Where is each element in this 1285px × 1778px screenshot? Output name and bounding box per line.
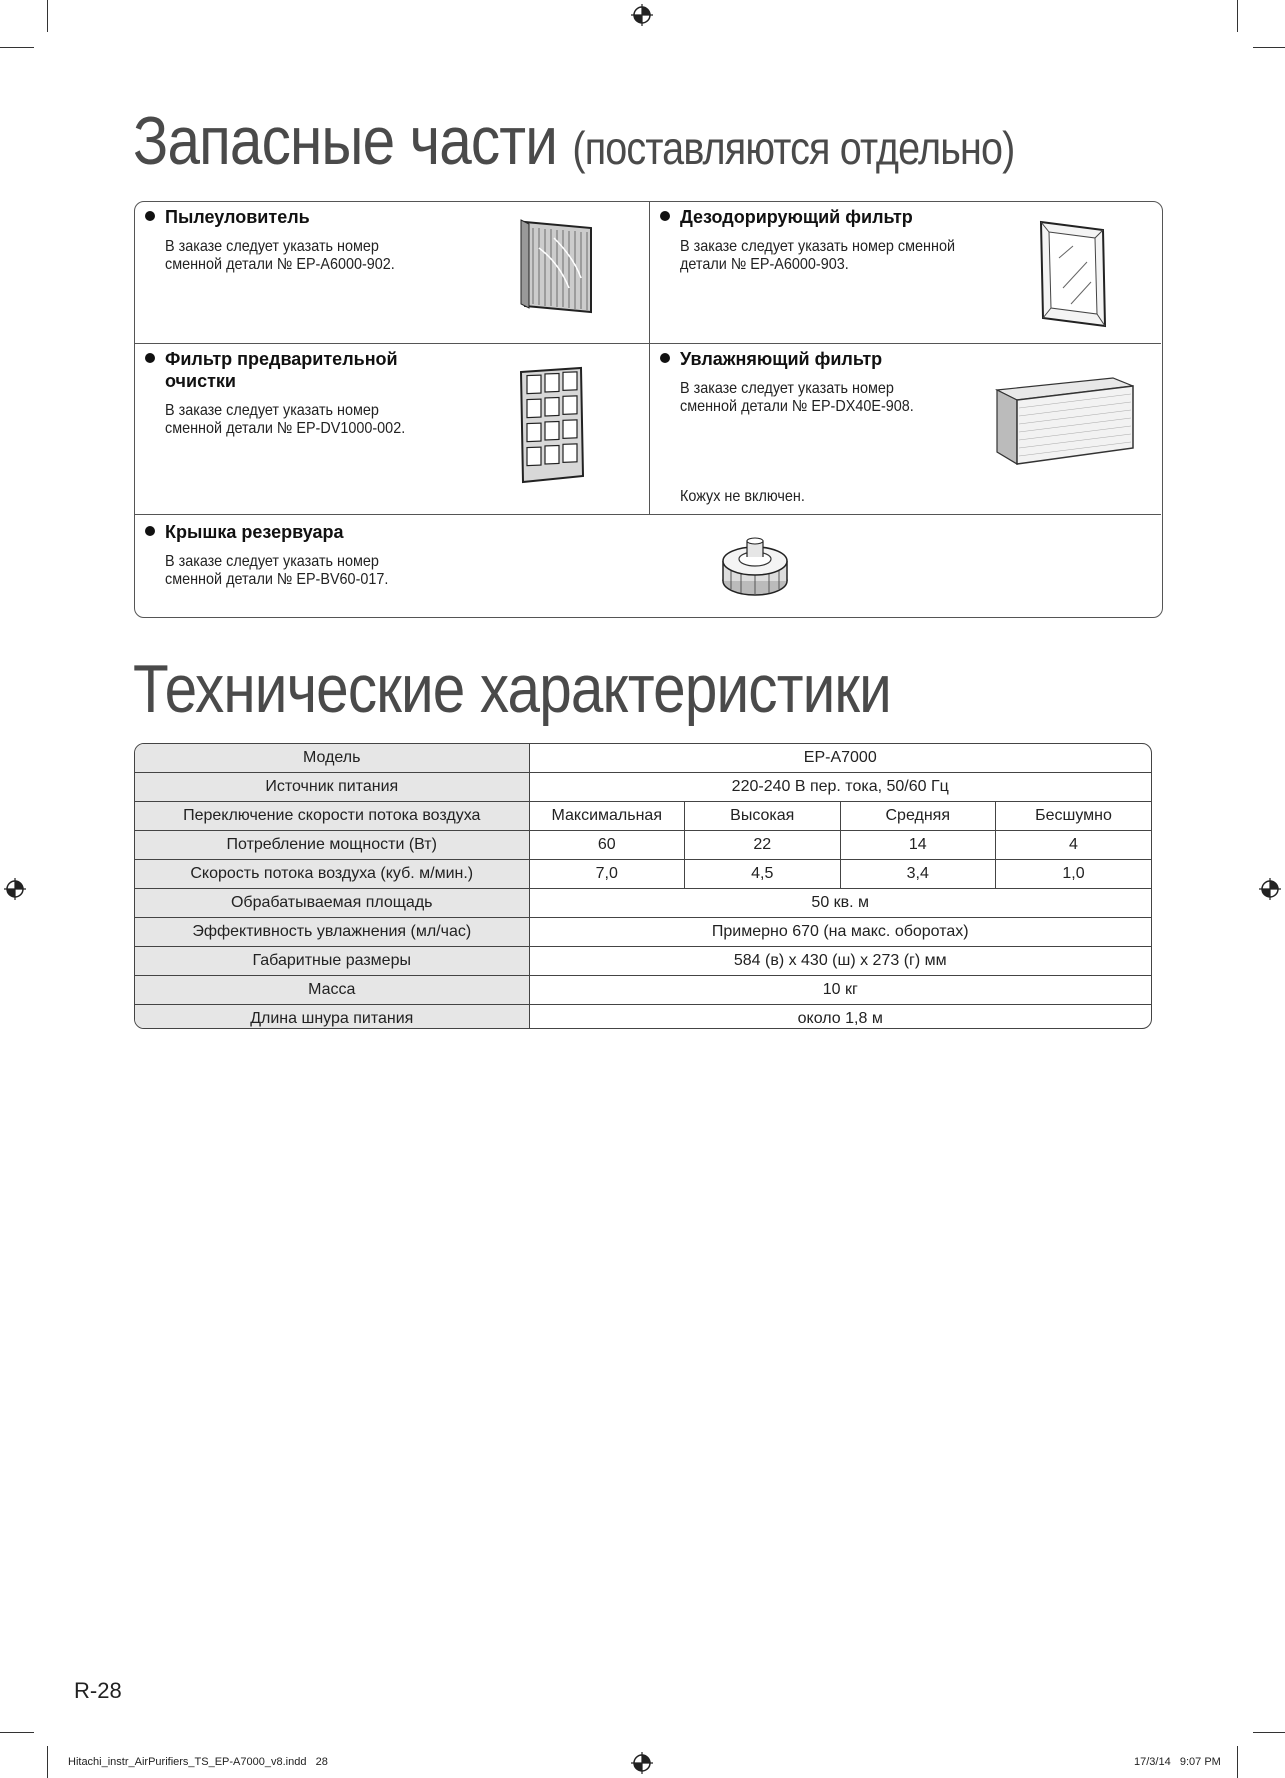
table-row — [135, 860, 1151, 889]
part-title: Увлажняющий фильтр — [660, 348, 882, 370]
pre-filter-image — [515, 366, 587, 484]
row-label: Скорость потока воздуха (куб. м/мин.) — [135, 860, 529, 889]
row-value: 14 — [840, 831, 996, 860]
part-humidifying-filter — [650, 344, 1161, 514]
part-title: Пылеуловитель — [145, 206, 310, 228]
bullet-icon — [660, 353, 670, 363]
footer-file-info — [68, 1756, 328, 1768]
dust-filter-image — [519, 218, 597, 314]
table-row — [135, 976, 1151, 1005]
row-value: Средняя — [840, 802, 996, 831]
part-title: Крышка резервуара — [145, 521, 344, 543]
spare-parts-heading — [133, 102, 1014, 180]
row-value: 7,0 — [529, 860, 685, 889]
part-dust-filter — [135, 202, 649, 343]
row-value: 22 — [685, 831, 841, 860]
part-title: Фильтр предварительной очистки — [145, 348, 398, 392]
row-value: 10 кг — [529, 976, 1151, 1005]
bullet-icon — [660, 211, 670, 221]
part-description: В заказе следует указать номер сменной детали № EP-BV60-017. — [165, 553, 389, 588]
registration-mark-icon — [631, 1752, 653, 1774]
part-title: Дезодорирующий фильтр — [660, 206, 913, 228]
row-value: 3,4 — [840, 860, 996, 889]
row-value: Бесшумно — [996, 802, 1152, 831]
bullet-icon — [145, 353, 155, 363]
footer-time: 9:07 PM — [1179, 1756, 1221, 1768]
row-label: Масса — [135, 976, 529, 1005]
row-label: Источник питания — [135, 773, 529, 802]
part-note: Кожух не включен. — [680, 488, 805, 505]
table-row — [135, 918, 1151, 947]
page-number: R-28 — [74, 1678, 122, 1703]
spare-parts-grid — [134, 201, 1163, 618]
part-description: В заказе следует указать номер сменной детали № EP-A6000-902. — [165, 238, 395, 273]
part-pre-filter — [135, 344, 649, 514]
row-value: около 1,8 м — [529, 1005, 1151, 1030]
crop-mark — [1253, 1732, 1285, 1733]
row-label: Модель — [135, 744, 529, 773]
row-value: 4,5 — [685, 860, 841, 889]
table-row — [135, 947, 1151, 976]
row-value: 1,0 — [996, 860, 1152, 889]
table-row — [135, 744, 1151, 773]
row-value: Высокая — [685, 802, 841, 831]
tank-cap-image — [719, 531, 791, 603]
spare-parts-subtitle: (поставляются отдельно) — [572, 122, 1015, 174]
row-label: Эффективность увлажнения (мл/час) — [135, 918, 529, 947]
crop-mark — [1253, 47, 1285, 48]
table-row — [135, 889, 1151, 918]
specs-table — [134, 743, 1152, 1029]
table-row — [135, 1005, 1151, 1030]
row-value: EP-A7000 — [529, 744, 1151, 773]
specs-heading: Технические характеристики — [133, 651, 891, 727]
crop-mark — [0, 1732, 34, 1733]
bullet-icon — [145, 526, 155, 536]
footer-page: 28 — [315, 1756, 328, 1768]
crop-mark — [0, 47, 34, 48]
row-value: 60 — [529, 831, 685, 860]
footer-timestamp — [1134, 1756, 1221, 1768]
table-row — [135, 802, 1151, 831]
crop-mark — [1237, 1746, 1238, 1778]
table-row — [135, 773, 1151, 802]
crop-mark — [47, 0, 48, 32]
row-label: Потребление мощности (Вт) — [135, 831, 529, 860]
humidifying-filter-image — [995, 376, 1135, 466]
row-value: Примерно 670 (на макс. оборотах) — [529, 918, 1151, 947]
row-value: Максимальная — [529, 802, 685, 831]
row-value: 50 кв. м — [529, 889, 1151, 918]
bullet-icon — [145, 211, 155, 221]
row-label: Обрабатываемая площадь — [135, 889, 529, 918]
registration-mark-icon — [1259, 878, 1281, 900]
crop-mark — [47, 1746, 48, 1778]
part-deodorizing-filter — [650, 202, 1161, 343]
part-description: В заказе следует указать номер сменной детали № EP-DX40E-908. — [680, 380, 914, 415]
row-value: 220-240 В пер. тока, 50/60 Гц — [529, 773, 1151, 802]
part-description: В заказе следует указать номер сменной детали № EP-DV1000-002. — [165, 402, 406, 437]
footer-filename: Hitachi_instr_AirPurifiers_TS_EP-A7000_v8.indd — [68, 1756, 307, 1768]
row-label: Габаритные размеры — [135, 947, 529, 976]
row-label: Переключение скорости потока воздуха — [135, 802, 529, 831]
footer-date: 17/3/14 — [1134, 1756, 1171, 1768]
spare-parts-title: Запасные части — [133, 103, 558, 179]
crop-mark — [1237, 0, 1238, 32]
part-tank-cap — [135, 515, 1161, 617]
row-value: 4 — [996, 831, 1152, 860]
row-value: 584 (в) x 430 (ш) x 273 (г) мм — [529, 947, 1151, 976]
deodorizing-filter-image — [1037, 218, 1109, 330]
registration-mark-icon — [4, 878, 26, 900]
table-row — [135, 831, 1151, 860]
part-description: В заказе следует указать номер сменной детали № EP-A6000-903. — [680, 238, 955, 273]
registration-mark-icon — [631, 4, 653, 26]
row-label: Длина шнура питания — [135, 1005, 529, 1030]
